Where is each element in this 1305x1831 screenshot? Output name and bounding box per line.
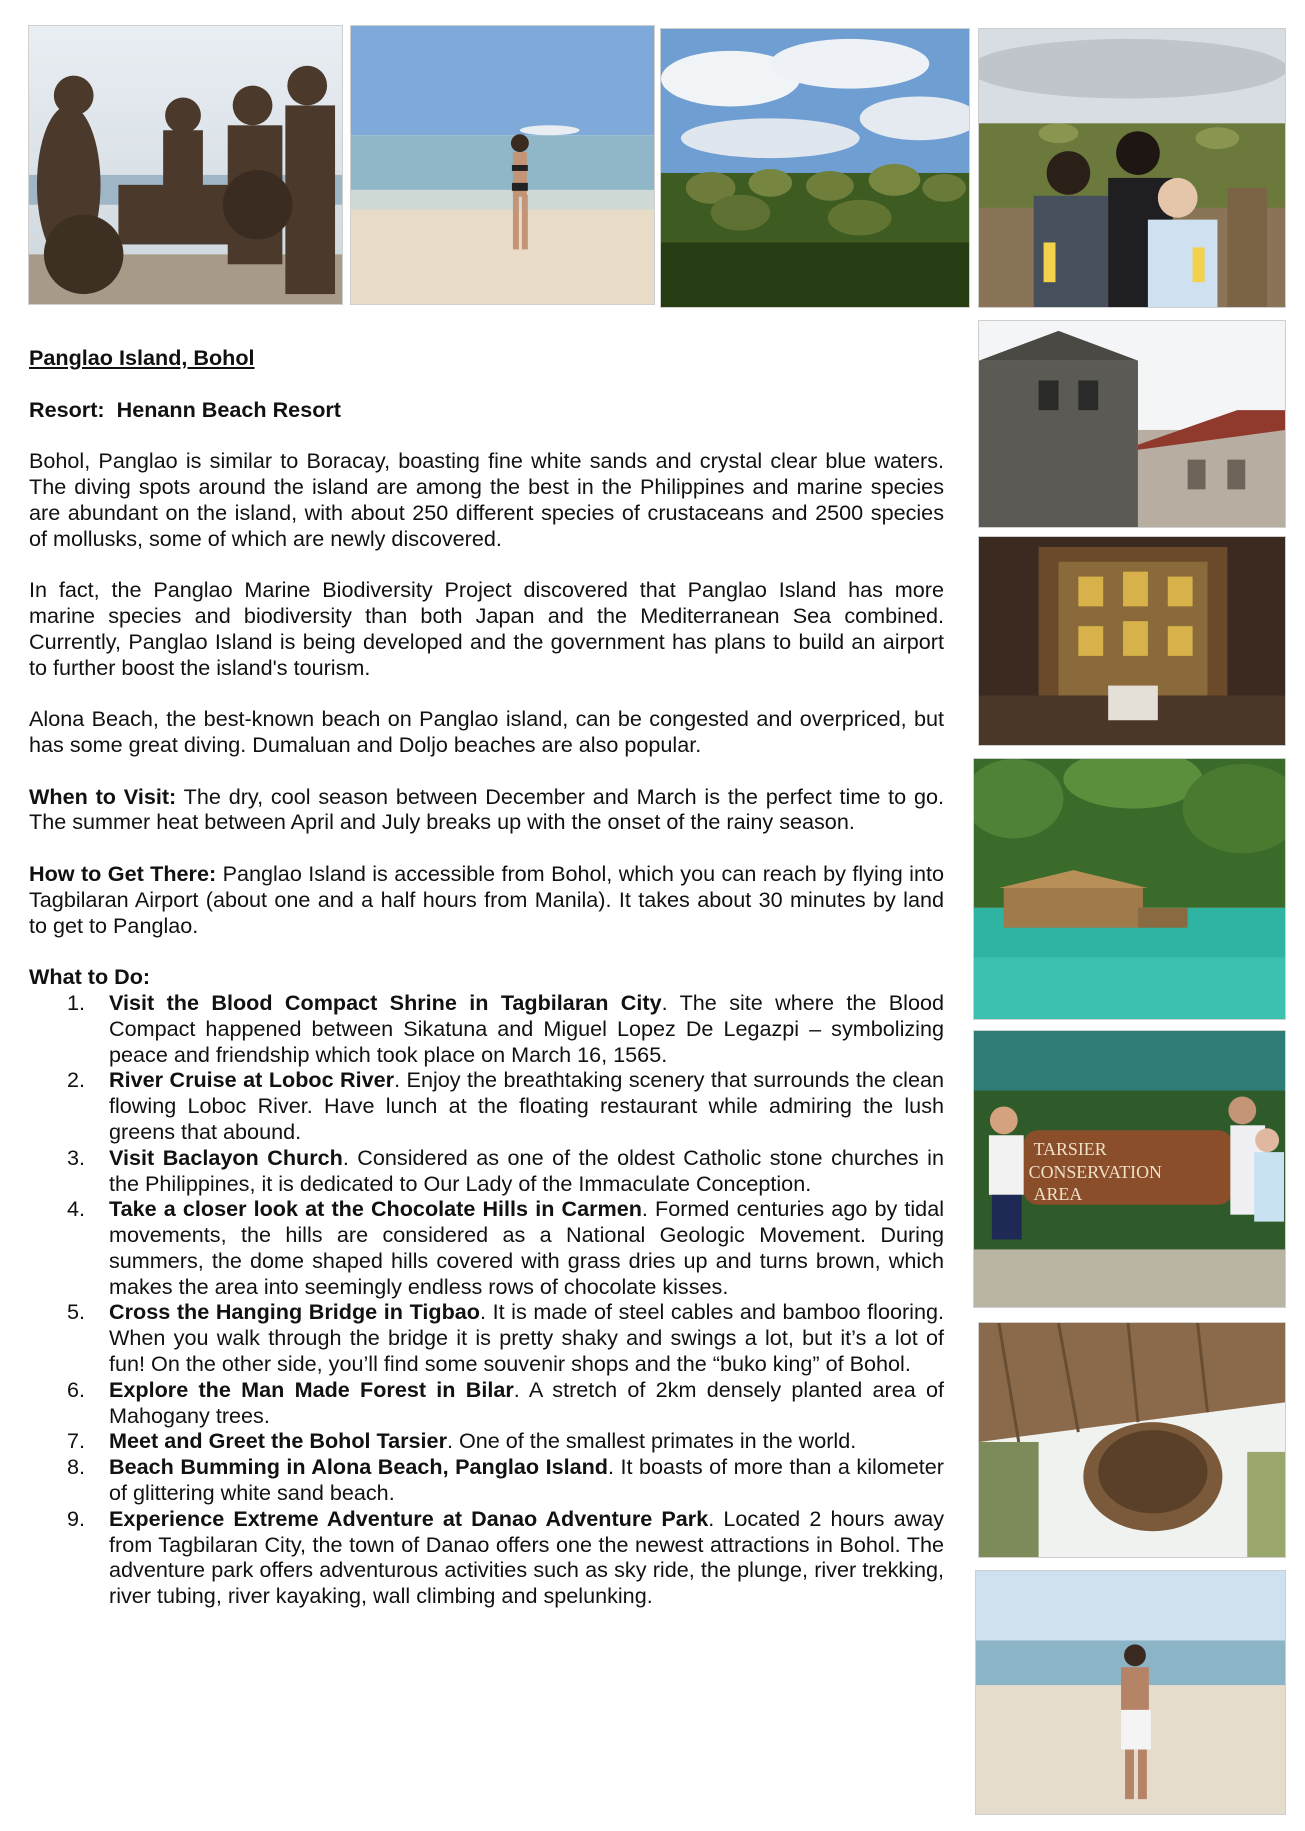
tarsier-conservation-area-photo — [973, 1030, 1286, 1308]
baclayon-church-altar-photo — [978, 536, 1286, 746]
what-to-do-heading: What to Do: — [29, 964, 151, 990]
list-item: 2. River Cruise at Loboc River. Enjoy the breathtaking scenery that surrounds the clean flowing Loboc River. Have lunch at the floating restaurant while admiring the lush greens that abound. — [67, 1067, 944, 1144]
sign-line-3: AREA — [1033, 1183, 1083, 1204]
list-item: 7. Meet and Greet the Bohol Tarsier. One of the smallest primates in the world. — [67, 1428, 857, 1454]
family-chocolate-hills-photo — [978, 28, 1286, 308]
how-text: Panglao Island is accessible from Bohol, which you can reach by flying into Tagbilaran Airport (about one and a half hours from Manila). It takes about 30 minutes by land to get to Panglao. — [29, 860, 944, 938]
chocolate-hills-photo — [660, 28, 970, 308]
beach-woman-photo — [350, 25, 655, 305]
sign-line-1: TARSIER — [1033, 1139, 1107, 1160]
blood-compact-statue-photo — [28, 25, 343, 305]
alona-beach-man-photo — [975, 1570, 1286, 1815]
list-item: 9. Experience Extreme Adventure at Danao Adventure Park. Located 2 hours away from Tagbilaran City, the town of Danao offers one the newest attractions in Bohol. The adventure park offers adventurous activities such as sky ride, the plunge, river trekking, river tubing, river kayaking, wall climbing and spelunking. — [67, 1505, 945, 1609]
resort-name: Henann Beach Resort — [116, 396, 341, 422]
paragraph-biodiversity: In fact, the Panglao Marine Biodiversity Project discovered that Panglao Island has more marine species and biodiversity than both Japan and the Mediterranean Sea combined. Currently, Panglao Island is being developed and the government has plans to build an airport to further boost the island's tourism. — [29, 577, 944, 680]
resort-label: Resort: — [29, 396, 105, 422]
sign-line-2: CONSERVATION — [1028, 1161, 1162, 1182]
how-label: How to Get There: — [29, 860, 217, 886]
list-item: 4. Take a closer look at the Chocolate Hills in Carmen. Formed centuries ago by tidal movements, the hills are considered as a National Geologic Movement. During summers, the dome shaped hills covered with grass dries up and turns brown, which makes the area into seemingly endless rows of chocolate kisses. — [67, 1196, 944, 1299]
how-to-get-there — [29, 861, 944, 938]
list-item: 8. Beach Bumming in Alona Beach, Panglao Island. It boasts of more than a kilometer of glittering white sand beach. — [67, 1454, 944, 1506]
list-item: 3. Visit Baclayon Church. Considered as one of the oldest Catholic stone churches in the Philippines, it is dedicated to Our Lady of the Immaculate Conception. — [67, 1144, 944, 1196]
paragraph-alona: Alona Beach, the best-known beach on Panglao island, can be congested and overpriced, but has some great diving. Dumaluan and Doljo beaches are also popular. — [29, 706, 944, 757]
tarsier-nest-photo — [978, 1322, 1286, 1558]
paragraph-intro: Bohol, Panglao is similar to Boracay, boasting fine white sands and crystal clear blue waters. The diving spots around the island are among the best in the Philippines and marine species are abundant on the island, with about 250 different species of crustaceans and 2500 species of mollusks, some of which are newly discovered. — [29, 448, 944, 551]
article-body — [29, 345, 944, 1609]
page-title: Panglao Island, Bohol — [29, 345, 255, 370]
resort-line — [29, 397, 944, 423]
loboc-river-cruise-photo — [973, 758, 1286, 1020]
what-to-do-list — [29, 990, 944, 1609]
when-label: When to Visit: — [29, 783, 177, 809]
list-item: 5. Cross the Hanging Bridge in Tigbao. It is made of steel cables and bamboo flooring. When you walk through the bridge it is pretty shaky and swings a lot, but it’s a lot of fun! On the other side, you’ll find some souvenir shops and the “buko king” of Bohol. — [67, 1299, 944, 1377]
baclayon-church-exterior-photo — [978, 320, 1286, 528]
list-item: 6. Explore the Man Made Forest in Bilar. A stretch of 2km densely planted area of Mahogany trees. — [67, 1376, 945, 1428]
when-to-visit — [29, 784, 944, 836]
when-text: The dry, cool season between December and March is the perfect time to go. The summer heat between April and July breaks up with the onset of the rainy season. — [29, 783, 945, 835]
list-item: 1. Visit the Blood Compact Shrine in Tagbilaran City. The site where the Blood Compact happened between Sikatuna and Miguel Lopez De Legazpi – symbolizing peace and friendship which took place on March 16, 1565. — [67, 989, 945, 1067]
